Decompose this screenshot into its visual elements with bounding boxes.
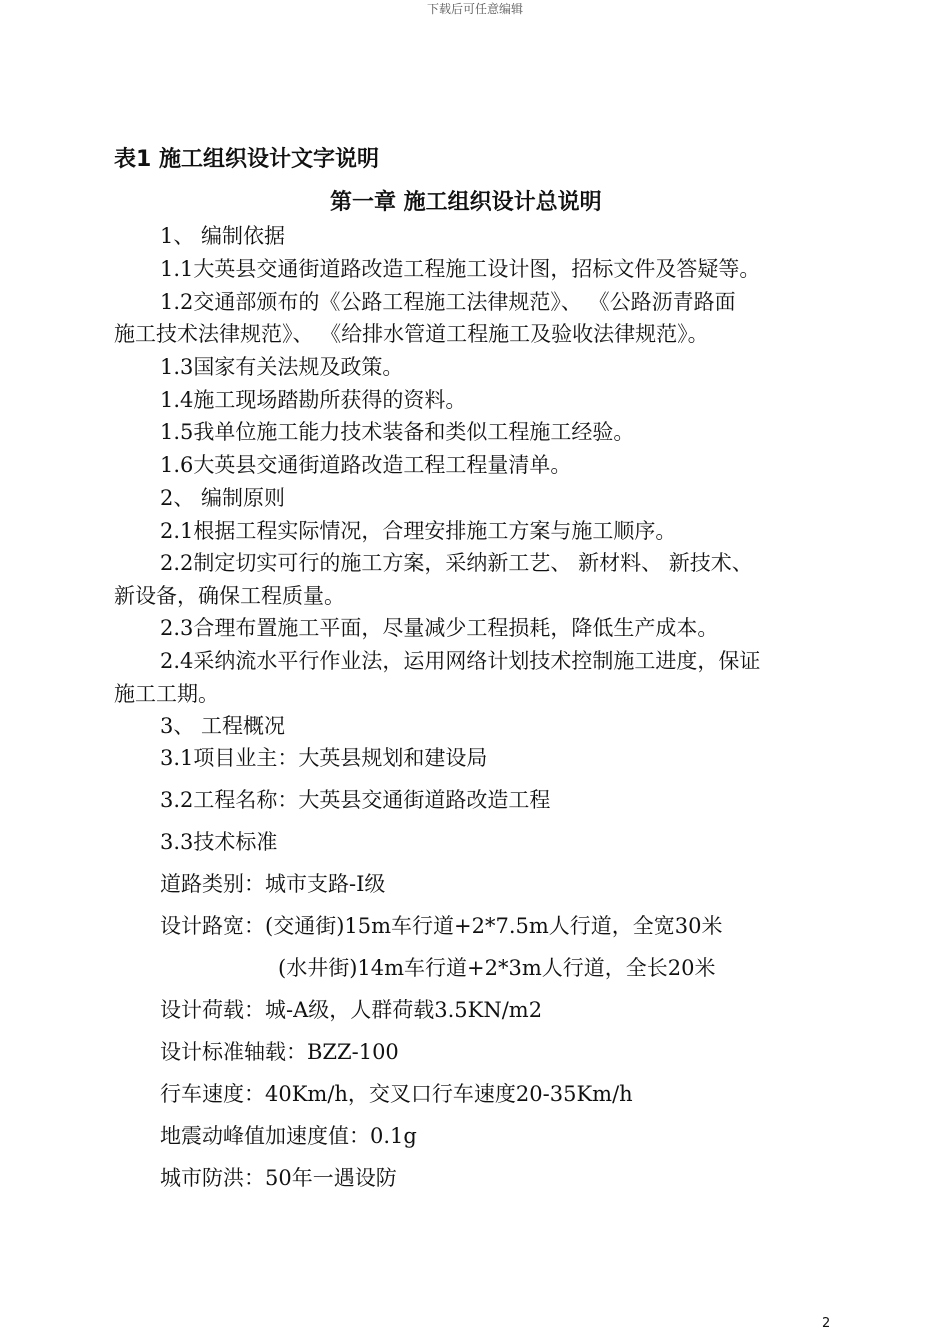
paragraph-line: 道路类别：城市支路-I级: [160, 872, 386, 896]
paragraph-line: 设计路宽：(交通街)15m车行道+2*7.5m人行道，全宽30米: [160, 914, 723, 938]
paragraph-line: 设计标准轴载：BZZ-100: [160, 1040, 399, 1064]
paragraph-line: 1.2交通部颁布的《公路工程施工法律规范》、 《公路沥青路面: [160, 290, 736, 314]
paragraph-line: 1.3国家有关法规及政策。: [160, 355, 404, 379]
paragraph-line: 2.1根据工程实际情况，合理安排施工方案与施工顺序。: [160, 519, 677, 543]
section-heading-3: 3、 工程概况: [160, 714, 286, 738]
paragraph-line: 3.2工程名称：大英县交通街道路改造工程: [160, 788, 551, 812]
paragraph-line: 1.4施工现场踏勘所获得的资料。: [160, 388, 467, 412]
page-header: 下载后可任意编辑: [426, 2, 523, 16]
paragraph-line: 3.3技术标准: [160, 830, 278, 854]
section-heading-1: 1、 编制依据: [160, 224, 286, 248]
paragraph-line: 3.1项目业主：大英县规划和建设局: [160, 746, 488, 770]
paragraph-line: 1.1大英县交通街道路改造工程施工设计图，招标文件及答疑等。: [160, 257, 761, 281]
section-heading-2: 2、 编制原则: [160, 486, 286, 510]
paragraph-line: 1.5我单位施工能力技术装备和类似工程施工经验。: [160, 420, 635, 444]
page-number: 2: [822, 1316, 831, 1331]
paragraph-line: 设计荷载：城-A级，人群荷载3.5KN/m2: [160, 998, 543, 1022]
paragraph-line: 地震动峰值加速度值：0.1g: [160, 1124, 417, 1148]
paragraph-line: 1.6大英县交通街道路改造工程工程量清单。: [160, 453, 572, 477]
paragraph-line: 行车速度：40Km/h，交叉口行车速度20-35Km/h: [160, 1082, 633, 1106]
paragraph-line: 新设备，确保工程质量。: [114, 584, 345, 608]
paragraph-line: 施工技术法律规范》、 《给排水管道工程施工及验收法律规范》。: [114, 322, 709, 346]
paragraph-line: 2.2制定切实可行的施工方案，采纳新工艺、 新材料、 新技术、: [160, 551, 753, 575]
paragraph-line: 城市防洪：50年一遇设防: [160, 1166, 397, 1190]
chapter-title: 第一章 施工组织设计总说明: [330, 190, 602, 215]
table-title: 表1 施工组织设计文字说明: [114, 147, 379, 172]
paragraph-line: 施工工期。: [114, 682, 219, 706]
paragraph-line: (水井街)14m车行道+2*3m人行道，全长20米: [278, 956, 716, 980]
paragraph-line: 2.4采纳流水平行作业法，运用网络计划技术控制施工进度，保证: [160, 649, 761, 673]
paragraph-line: 2.3合理布置施工平面，尽量减少工程损耗，降低生产成本。: [160, 616, 719, 640]
